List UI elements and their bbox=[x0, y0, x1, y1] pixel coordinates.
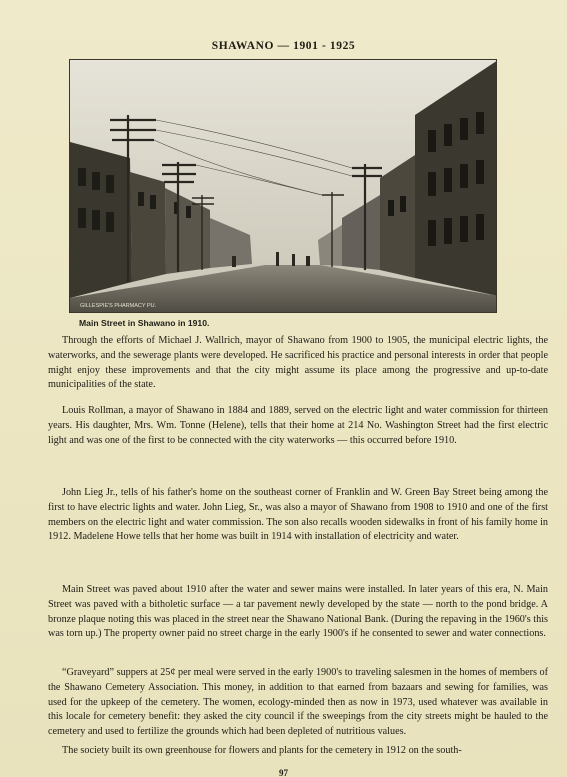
page-header: SHAWANO — 1901 - 1925 bbox=[211, 40, 356, 52]
main-street-photo bbox=[69, 59, 497, 313]
paragraph-2: Louis Rollman, a mayor of Shawano in 1884 and 1889, served on the electric light and water commission for thirteen years. His daughter, Mrs. Wm. Tonne (Helene), tells that their home at 214 No. Washington Street had the first electric light and was one of the first to be connected with the city waterworks — this occurred before 1910. bbox=[48, 405, 548, 446]
paragraph-4: Main Street was paved about 1910 after the water and sewer mains were installed. In later years of this era, N. Main Street was paved with a bitholetic surface — a tar pavement newly developed by the state — north to the pond bridge. A bronze plaque noting this was placed in the street near the Shawano National Bank. (During the repaving in the 1960's this was torn up.) The property owner paid no street charge in the early 1900's if he consented to sewer and water connections. bbox=[48, 584, 548, 640]
paragraph-3: John Lieg Jr., tells of his father's home on the southeast corner of Franklin and W. Green Bay Street being among the first to have electric lights and water. John Lieg, Sr., was also a mayor of Shawano from 1908 to 1910 and one of the first members on the electric light and water commission. The son also recalls wooden sidewalks in front of his family home in 1912. Madelene Howe tells that her home was built in 1914 with installation of electricity and water. bbox=[48, 487, 548, 543]
photo-imprint: GILLESPIE'S PHARMACY PU. bbox=[80, 303, 157, 309]
page-number: 97 bbox=[279, 768, 288, 777]
paragraph-6: The society built its own greenhouse for flowers and plants for the cemetery in 1912 on the south- bbox=[62, 745, 462, 756]
paragraph-5: “Graveyard” suppers at 25¢ per meal were served in the early 1900's to traveling salesmen in the homes of members of the Shawano Cemetery Association. This money, in addition to that earned from bazaars and sewing for families, was used for the upkeep of the cemetery. The women, ecology-minded then as now in 1973, used whatever was available in this locale for cemetery benefit: they asked the city council if the sweepings from the city streets might be hauled to the cemetery and used to fertilize the grounds which had been depleted of nutritious values. bbox=[48, 667, 548, 738]
paragraph-1: Through the efforts of Michael J. Wallrich, mayor of Shawano from 1900 to 1905, the municipal electric lights, the waterworks, and the sewerage plants were developed. He sacrificed his practice and personal interests in order that people might enjoy these improvements and that the city might assume its place among the progressive and up-to-date municipalities of the state. bbox=[48, 335, 548, 391]
photo-caption: Main Street in Shawano in 1910. bbox=[79, 318, 210, 328]
